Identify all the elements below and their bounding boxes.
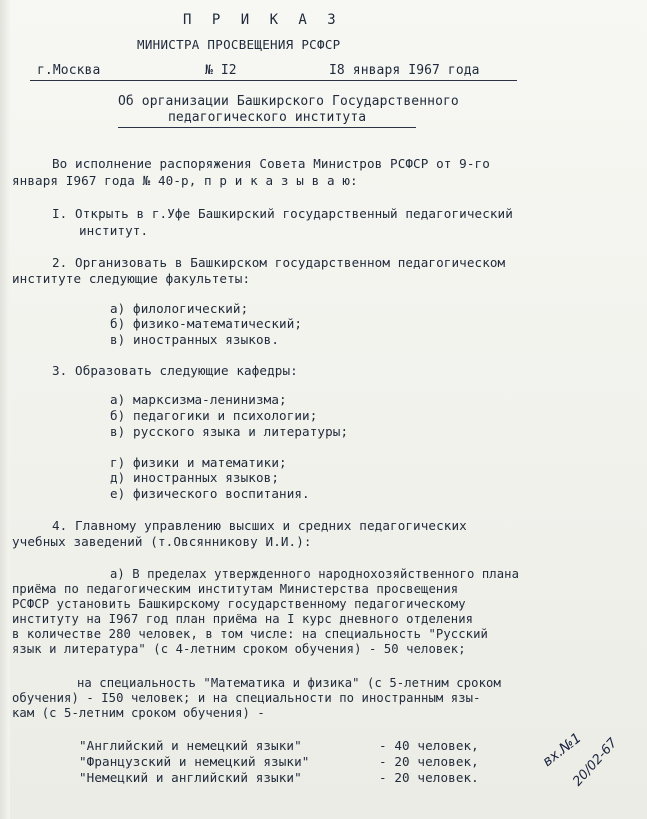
para-b-line: на специальность "Математика и физика" (с 5-летним сроком xyxy=(77,676,501,690)
quota-count: - 20 человек, xyxy=(379,754,479,769)
order-city: г.Москва xyxy=(37,63,101,78)
item2-line-1: 2. Организовать в Башкирском государственном педагогическом xyxy=(52,255,506,270)
department-item: е) физического воспитания. xyxy=(110,486,310,501)
faculty-item: б) физико-математический; xyxy=(110,316,303,331)
quota-count: - 20 человек. xyxy=(379,770,479,785)
para-a-line: а) В пределах утвержденного народнохозяйственного плана xyxy=(110,567,520,581)
department-item: б) педагогики и психологии; xyxy=(110,408,318,423)
item2-line-2: институте следующие факультеты: xyxy=(12,271,251,286)
quota-name: "Английский и немецкий языки" xyxy=(79,738,302,753)
preamble-line-1: Во исполнение распоряжения Совета Министров РСФСР от 9-го xyxy=(52,156,490,171)
item4-line-2: учебных заведений (т.Овсянникову И.И.): xyxy=(12,534,312,549)
faculty-item: в) иностранных языков. xyxy=(110,332,280,347)
header-underline xyxy=(30,80,517,81)
para-a-line: институту на I967 год план приёма на I курс дневного отделения xyxy=(12,612,474,626)
department-item: д) иностранных языков; xyxy=(110,470,280,485)
quota-name: "Французский и немецкий языки" xyxy=(79,754,310,769)
item1-line-1: I. Открыть в г.Уфе Башкирский государственный педагогический xyxy=(52,206,513,221)
quota-count: - 40 человек, xyxy=(379,738,479,753)
para-b-line: кам (с 5-летним сроком обучения) - xyxy=(12,706,265,720)
subject-line-1: Об организации Башкирского Государственного xyxy=(118,94,459,109)
para-a-line: приёма по педагогическим институтам Министерства просвещения xyxy=(12,582,459,596)
page-edge-shadow xyxy=(0,0,10,819)
para-b-line: обучения) - I50 человек; и на специальности по иностранным язы- xyxy=(12,691,481,705)
item1-line-2: институт. xyxy=(79,223,149,238)
preamble-line-2: января I967 года № 40-р, п р и к а з ы в а ю: xyxy=(12,173,358,188)
order-date: I8 января I967 года xyxy=(329,63,480,78)
item4-line-1: 4. Главному управлению высших и средних педагогических xyxy=(52,518,467,533)
order-title: П Р И К А З xyxy=(183,12,342,28)
subject-line-2: педагогического института xyxy=(168,110,367,125)
para-a-line: РСФСР установить Башкирскому государственному педагогическому xyxy=(12,597,466,611)
subject-underline xyxy=(118,127,416,128)
faculty-item: а) филологический; xyxy=(110,301,249,316)
order-number: № I2 xyxy=(205,63,237,78)
handwritten-reg-number: вх.№1 xyxy=(539,730,585,770)
department-item: г) физики и математики; xyxy=(110,455,287,470)
para-a-line: в количестве 280 человек, в том числе: на специальность "Русский xyxy=(12,627,488,641)
handwritten-reg-date: 20/02-67 xyxy=(570,735,621,790)
quota-name: "Немецкий и английский языки" xyxy=(79,770,302,785)
ministry-subtitle: МИНИСТРА ПРОСВЕЩЕНИЯ РСФСР xyxy=(137,37,341,52)
item3-line-1: 3. Образовать следующие кафедры: xyxy=(52,363,298,378)
para-a-line: язык и литература" (с 4-летним сроком обучения) - 50 человек; xyxy=(12,642,466,656)
department-item: в) русского языка и литературы; xyxy=(110,424,349,439)
department-item: а) марксизма-ленинизма; xyxy=(110,392,287,407)
